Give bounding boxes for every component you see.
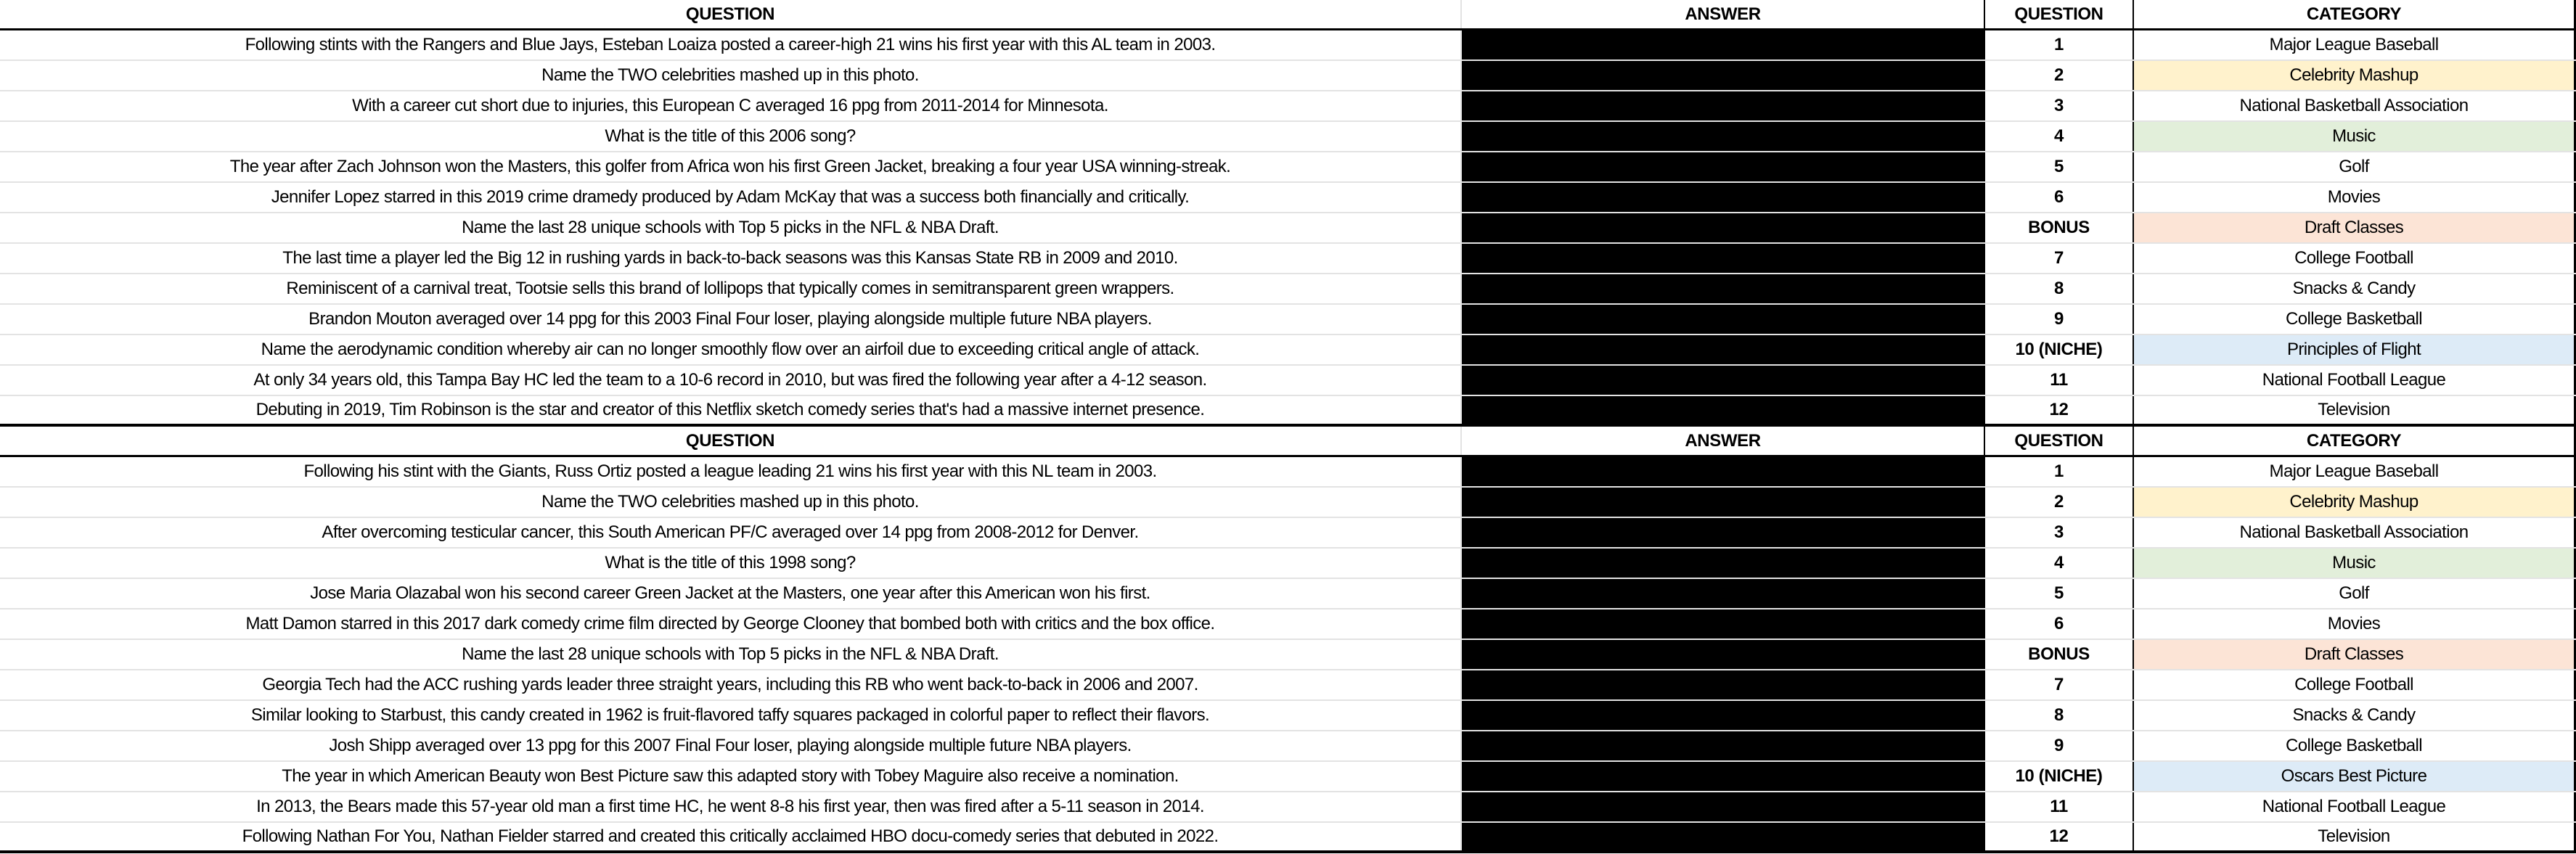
header-question[interactable]: QUESTION [0,0,1462,28]
answer-cell-redacted[interactable] [1462,152,1985,181]
answer-cell-redacted[interactable] [1462,244,1985,273]
category-cell[interactable]: College Basketball [2134,305,2576,334]
answer-cell-redacted[interactable] [1462,213,1985,242]
question-cell[interactable]: Following Nathan For You, Nathan Fielder starred and created this critically acclaimed HBO docu-comedy series that debuted in 2022. [0,823,1462,850]
category-cell[interactable]: Principles of Flight [2134,335,2576,364]
table-row [0,823,2576,853]
category-cell[interactable]: Movies [2134,183,2576,212]
table-row [0,61,2576,91]
table-row [0,488,2576,518]
table-row [0,762,2576,792]
header-question-number[interactable]: QUESTION [1985,0,2134,28]
category-cell[interactable]: Snacks & Candy [2134,701,2576,730]
category-cell[interactable]: College Football [2134,244,2576,273]
table-row [0,91,2576,122]
header-row [0,427,2576,457]
answer-cell-redacted[interactable] [1462,305,1985,334]
answer-cell-redacted[interactable] [1462,335,1985,364]
header-row [0,0,2576,30]
category-cell[interactable]: National Football League [2134,792,2576,821]
answer-cell-redacted[interactable] [1462,183,1985,212]
answer-cell-redacted[interactable] [1462,731,1985,760]
answer-cell-redacted[interactable] [1462,396,1985,424]
answer-cell-redacted[interactable] [1462,670,1985,699]
answer-cell-redacted[interactable] [1462,274,1985,303]
table-row [0,305,2576,335]
category-cell[interactable]: Draft Classes [2134,213,2576,242]
table-row [0,396,2576,427]
table-row [0,640,2576,670]
answer-cell-redacted[interactable] [1462,609,1985,639]
category-cell[interactable]: National Football League [2134,366,2576,395]
answer-cell-redacted[interactable] [1462,30,1985,59]
question-cell[interactable]: Similar looking to Starbust, this candy created in 1962 is fruit-flavored taffy squares packaged in colorful paper to reflect their flavors. [0,701,1462,730]
table-row [0,549,2576,579]
question-number-cell[interactable]: 3 [1985,518,2134,547]
question-cell[interactable]: Brandon Mouton averaged over 14 ppg for this 2003 Final Four loser, playing alongside multiple future NBA players. [0,305,1462,334]
question-cell[interactable]: The year after Zach Johnson won the Masters, this golfer from Africa won his first Green Jacket, breaking a four year USA winning-streak. [0,152,1462,181]
question-cell[interactable]: In 2013, the Bears made this 57-year old man a first time HC, he went 8-8 his first year, then was fired after a 5-11 season in 2014. [0,792,1462,821]
header-question[interactable]: QUESTION [0,427,1462,455]
category-cell[interactable]: Golf [2134,579,2576,608]
answer-cell-redacted[interactable] [1462,823,1985,850]
question-cell[interactable]: After overcoming testicular cancer, this South American PF/C averaged over 14 ppg from 2008-2012 for Denver. [0,518,1462,547]
table-row [0,335,2576,366]
question-cell[interactable]: Name the TWO celebrities mashed up in this photo. [0,488,1462,517]
question-number-cell[interactable]: 9 [1985,731,2134,760]
table-row [0,274,2576,305]
question-cell[interactable]: The last time a player led the Big 12 in rushing yards in back-to-back seasons was this Kansas State RB in 2009 and 2010. [0,244,1462,273]
question-cell[interactable]: Matt Damon starred in this 2017 dark comedy crime film directed by George Clooney that bombed both with critics and the box office. [0,609,1462,639]
question-cell[interactable]: Name the last 28 unique schools with Top 5 picks in the NFL & NBA Draft. [0,640,1462,669]
category-cell[interactable]: Music [2134,122,2576,151]
question-number-cell[interactable]: 4 [1985,122,2134,151]
answer-cell-redacted[interactable] [1462,549,1985,578]
category-cell[interactable]: Music [2134,549,2576,578]
question-number-cell[interactable]: 6 [1985,183,2134,212]
question-number-cell[interactable]: 8 [1985,274,2134,303]
answer-cell-redacted[interactable] [1462,366,1985,395]
answer-cell-redacted[interactable] [1462,457,1985,486]
answer-cell-redacted[interactable] [1462,701,1985,730]
category-cell[interactable]: Celebrity Mashup [2134,61,2576,90]
table-row [0,457,2576,488]
question-number-cell[interactable]: 10 (NICHE) [1985,762,2134,791]
table-row [0,213,2576,244]
question-cell[interactable]: Josh Shipp averaged over 13 ppg for this 2007 Final Four loser, playing alongside multiple future NBA players. [0,731,1462,760]
question-number-cell[interactable]: BONUS [1985,213,2134,242]
table-row [0,670,2576,701]
question-number-cell[interactable]: 11 [1985,792,2134,821]
category-cell[interactable]: Television [2134,396,2576,424]
category-cell[interactable]: Snacks & Candy [2134,274,2576,303]
question-cell[interactable]: Jose Maria Olazabal won his second career Green Jacket at the Masters, one year after this American won his first. [0,579,1462,608]
header-question-number[interactable]: QUESTION [1985,427,2134,455]
table-row [0,183,2576,213]
question-number-cell[interactable]: 7 [1985,244,2134,273]
category-cell[interactable]: Movies [2134,609,2576,639]
table-row [0,609,2576,640]
table-row [0,244,2576,274]
table-row [0,731,2576,762]
table-row [0,366,2576,396]
answer-cell-redacted[interactable] [1462,792,1985,821]
answer-cell-redacted[interactable] [1462,579,1985,608]
table-row [0,792,2576,823]
question-cell[interactable]: Reminiscent of a carnival treat, Tootsie sells this brand of lollipops that typically comes in semitransparent green wrappers. [0,274,1462,303]
header-category[interactable]: CATEGORY [2134,427,2576,455]
question-cell[interactable]: Name the TWO celebrities mashed up in this photo. [0,61,1462,90]
answer-cell-redacted[interactable] [1462,61,1985,90]
answer-cell-redacted[interactable] [1462,488,1985,517]
question-number-cell[interactable]: 2 [1985,61,2134,90]
answer-cell-redacted[interactable] [1462,91,1985,120]
category-cell[interactable]: College Football [2134,670,2576,699]
question-number-cell[interactable]: BONUS [1985,640,2134,669]
question-number-cell[interactable]: 5 [1985,152,2134,181]
category-cell[interactable]: Oscars Best Picture [2134,762,2576,791]
category-cell[interactable]: Major League Baseball [2134,30,2576,59]
answer-cell-redacted[interactable] [1462,122,1985,151]
category-cell[interactable]: Major League Baseball [2134,457,2576,486]
question-number-cell[interactable]: 1 [1985,457,2134,486]
question-cell[interactable]: With a career cut short due to injuries, this European C averaged 16 ppg from 2011-2014 for Minnesota. [0,91,1462,120]
question-cell[interactable]: Following stints with the Rangers and Blue Jays, Esteban Loaiza posted a career-high 21 wins his first year with this AL team in 2003. [0,30,1462,59]
question-cell[interactable]: Jennifer Lopez starred in this 2019 crime dramedy produced by Adam McKay that was a success both financially and critically. [0,183,1462,212]
table-row [0,30,2576,61]
question-number-cell[interactable]: 10 (NICHE) [1985,335,2134,364]
question-number-cell[interactable]: 4 [1985,549,2134,578]
question-number-cell[interactable]: 2 [1985,488,2134,517]
table-row [0,152,2576,183]
question-set-2 [0,427,2576,853]
question-cell[interactable]: The year in which American Beauty won Best Picture saw this adapted story with Tobey Maguire also receive a nomination. [0,762,1462,791]
question-cell[interactable]: At only 34 years old, this Tampa Bay HC led the team to a 10-6 record in 2010, but was fired the following year after a 4-12 season. [0,366,1462,395]
question-cell[interactable]: Debuting in 2019, Tim Robinson is the star and creator of this Netflix sketch comedy series that's had a massive internet presence. [0,396,1462,424]
question-number-cell[interactable]: 12 [1985,396,2134,424]
table-row [0,122,2576,152]
question-cell[interactable]: What is the title of this 1998 song? [0,549,1462,578]
category-cell[interactable]: College Basketball [2134,731,2576,760]
question-cell[interactable]: Name the aerodynamic condition whereby air can no longer smoothly flow over an airfoil due to exceeding critical angle of attack. [0,335,1462,364]
answer-cell-redacted[interactable] [1462,640,1985,669]
question-cell[interactable]: What is the title of this 2006 song? [0,122,1462,151]
question-cell[interactable]: Name the last 28 unique schools with Top 5 picks in the NFL & NBA Draft. [0,213,1462,242]
table-row [0,701,2576,731]
question-number-cell[interactable]: 12 [1985,823,2134,850]
question-number-cell[interactable]: 1 [1985,30,2134,59]
category-cell[interactable]: National Basketball Association [2134,518,2576,547]
category-cell[interactable]: Golf [2134,152,2576,181]
question-number-cell[interactable]: 7 [1985,670,2134,699]
header-answer[interactable]: ANSWER [1462,427,1985,455]
question-cell[interactable]: Georgia Tech had the ACC rushing yards leader three straight years, including this RB who went back-to-back in 2006 and 2007. [0,670,1462,699]
header-answer[interactable]: ANSWER [1462,0,1985,28]
question-number-cell[interactable]: 6 [1985,609,2134,639]
answer-cell-redacted[interactable] [1462,762,1985,791]
table-row [0,579,2576,609]
table-row [0,518,2576,549]
category-cell[interactable]: Celebrity Mashup [2134,488,2576,517]
question-number-cell[interactable]: 9 [1985,305,2134,334]
header-category[interactable]: CATEGORY [2134,0,2576,28]
answer-cell-redacted[interactable] [1462,518,1985,547]
question-number-cell[interactable]: 5 [1985,579,2134,608]
question-number-cell[interactable]: 3 [1985,91,2134,120]
question-number-cell[interactable]: 11 [1985,366,2134,395]
category-cell[interactable]: Draft Classes [2134,640,2576,669]
question-number-cell[interactable]: 8 [1985,701,2134,730]
category-cell[interactable]: Television [2134,823,2576,850]
category-cell[interactable]: National Basketball Association [2134,91,2576,120]
question-cell[interactable]: Following his stint with the Giants, Russ Ortiz posted a league leading 21 wins his first year with this NL team in 2003. [0,457,1462,486]
